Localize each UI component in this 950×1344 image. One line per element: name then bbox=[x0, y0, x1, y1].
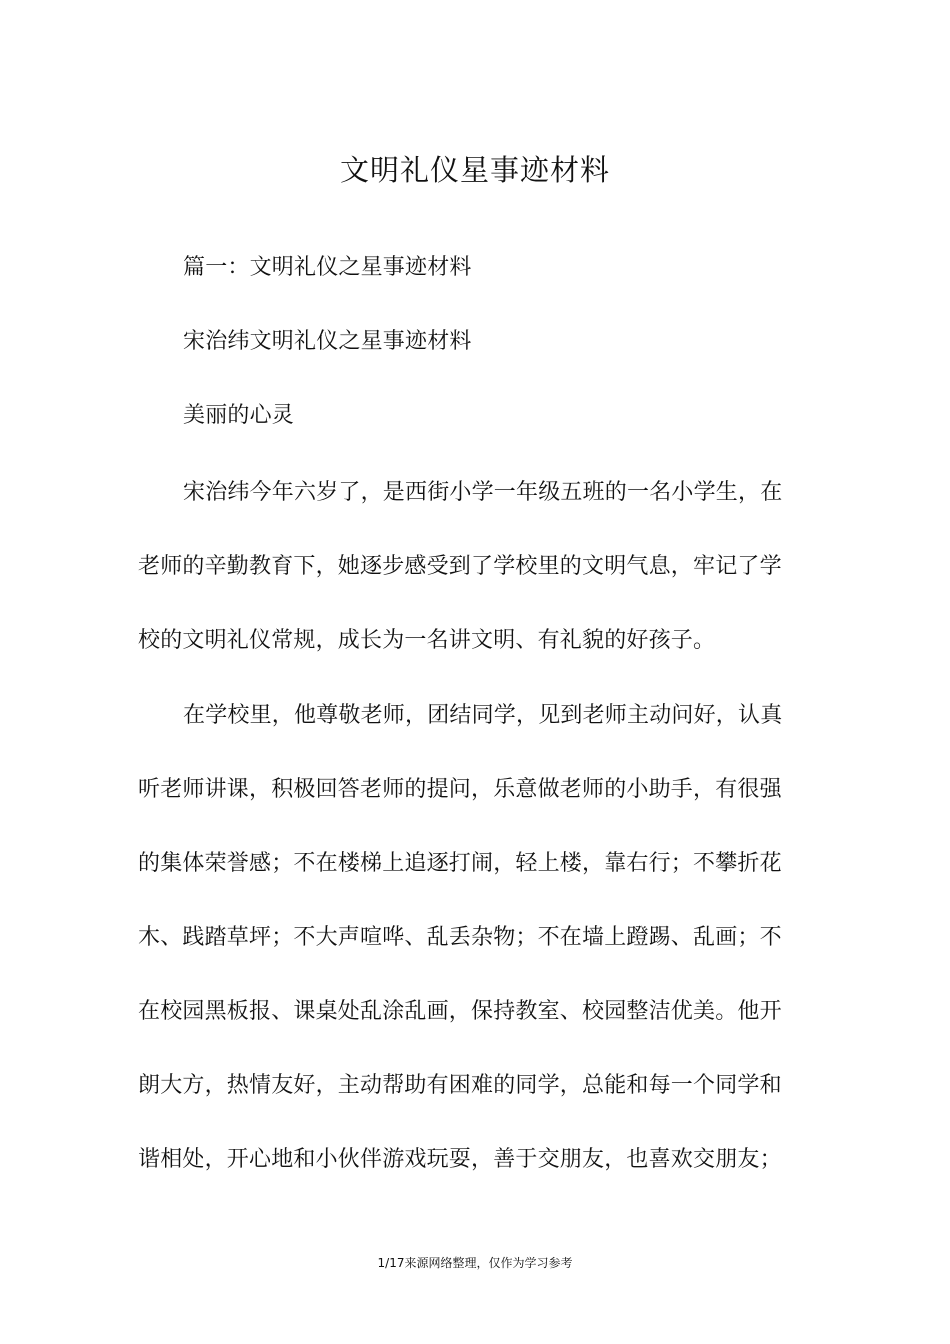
sub-heading: 宋治纬文明礼仪之星事迹材料 bbox=[183, 329, 472, 354]
paragraph-1-line-2: 老师的辛勤教育下，她逐步感受到了学校里的文明气息，牢记了学 bbox=[138, 554, 782, 579]
paragraph-1-line-3: 校的文明礼仪常规，成长为一名讲文明、有礼貌的好孩子。 bbox=[138, 628, 716, 653]
paragraph-2-line-2: 听老师讲课，积极回答老师的提问，乐意做老师的小助手，有很强 bbox=[138, 777, 782, 802]
paragraph-2-line-7: 谐相处，开心地和小伙伴游戏玩耍，善于交朋友，也喜欢交朋友； bbox=[138, 1147, 782, 1172]
essay-title: 美丽的心灵 bbox=[183, 403, 295, 428]
paragraph-2-line-6: 朗大方，热情友好，主动帮助有困难的同学，总能和每一个同学和 bbox=[138, 1073, 782, 1098]
section-heading: 篇一：文明礼仪之星事迹材料 bbox=[183, 255, 472, 280]
paragraph-2-line-3: 的集体荣誉感；不在楼梯上追逐打闹，轻上楼，靠右行；不攀折花 bbox=[138, 851, 782, 876]
paragraph-2-line-1: 在学校里，他尊敬老师，团结同学，见到老师主动问好，认真 bbox=[183, 703, 783, 728]
document-title: 文明礼仪星事迹材料 bbox=[339, 153, 610, 187]
page-footer: 1/17来源网络整理，仅作为学习参考 bbox=[377, 1256, 573, 1270]
paragraph-2-line-4: 木、践踏草坪；不大声喧哗、乱丢杂物；不在墙上蹬踢、乱画；不 bbox=[138, 925, 782, 950]
paragraph-2-line-5: 在校园黑板报、课桌处乱涂乱画，保持教室、校园整洁优美。他开 bbox=[138, 999, 782, 1024]
paragraph-1-line-1: 宋治纬今年六岁了，是西街小学一年级五班的一名小学生，在 bbox=[183, 480, 783, 505]
